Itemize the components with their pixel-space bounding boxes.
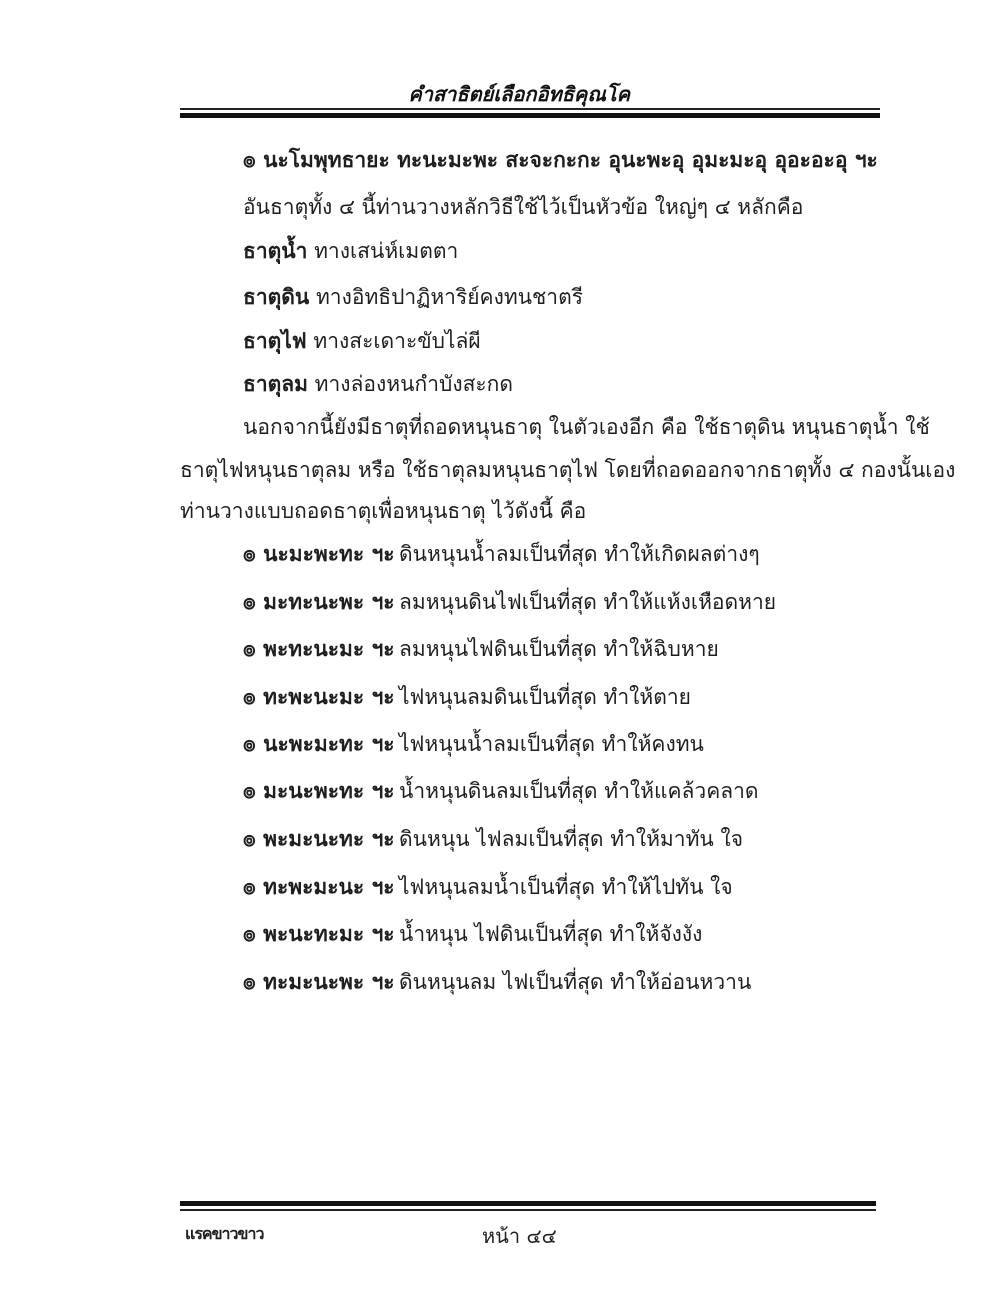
footer-rule-thick <box>180 1201 876 1206</box>
chant-mantra: ๏ มะนะพะทะ ฯะ <box>243 778 395 803</box>
paragraph-line-1: นอกจากนี้ยังมีธาตุที่ถอดหนุนธาตุ ในตัวเองอีก คือ ใช้ธาตุดิน หนุนธาตุน้ำ ใช้ <box>243 415 930 439</box>
chant-mantra: ๏ ทะพะนะมะ ฯะ <box>243 684 395 709</box>
header-rule-thin <box>180 108 880 110</box>
chant-effect: ไฟหนุนลมดินเป็นที่สุด ทำให้ตาย <box>399 685 691 709</box>
element-name: ธาตุดิน <box>243 284 310 309</box>
chant-effect: น้ำหนุนดินลมเป็นที่สุด ทำให้แคล้วคลาด <box>399 779 759 803</box>
page-header <box>180 70 880 118</box>
footer-publisher: แรคขาวขาว <box>185 1224 264 1243</box>
chant-mantra: ๏ ทะพะมะนะ ฯะ <box>243 874 395 899</box>
element-water <box>243 237 458 265</box>
chant-mantra: ๏ นะมะพะทะ ฯะ <box>243 541 395 566</box>
footer-rule-thin <box>180 1209 876 1211</box>
elements-intro: อันธาตุทั้ง ๔ นี้ท่านวางหลักวิธีใช้ไว้เป็นหัวข้อ ใหญ่ๆ ๔ หลักคือ <box>243 195 804 219</box>
paragraph-line-2: ธาตุไฟหนุนธาตุลม หรือ ใช้ธาตุลมหนุนธาตุไฟ โดยที่ถอดออกจากธาตุทั้ง ๔ กองนั้นเอง <box>180 458 956 482</box>
element-earth <box>243 283 583 311</box>
chant-effect: ลมหนุนไฟดินเป็นที่สุด ทำให้ฉิบหาย <box>399 637 719 661</box>
element-name: ธาตุไฟ <box>243 328 307 353</box>
header-title: คำสาธิตย์เลือกอิทธิคุณโค <box>408 82 630 106</box>
element-desc: ทางเสน่ห์เมตตา <box>314 239 459 263</box>
chant-effect: ดินหนุน ไฟลมเป็นที่สุด ทำให้มาทัน ใจ <box>399 827 743 851</box>
paragraph-line-3: ท่านวางแบบถอดธาตุเพื่อหนุนธาตุ ไว้ดังนี้ คือ <box>180 499 587 523</box>
opening-mantra: ๏ นะโมพุทธายะ ทะนะมะพะ สะจะกะกะ อุนะพะอุ อุมะมะอุ อุอะอะอุ ฯะ <box>243 147 878 172</box>
element-desc: ทางอิทธิปาฏิหาริย์คงทนชาตรี <box>315 285 584 309</box>
chant-mantra: ๏ พะนะทะมะ ฯะ <box>243 921 395 946</box>
element-desc: ทางล่องหนกำบังสะกด <box>314 372 514 396</box>
chant-mantra: ๏ พะทะนะมะ ฯะ <box>243 636 395 661</box>
chant-effect: ลมหนุนดินไฟเป็นที่สุด ทำให้แห้งเหือดหาย <box>399 590 777 614</box>
element-fire <box>243 327 481 355</box>
chant-effect: ไฟหนุนน้ำลมเป็นที่สุด ทำให้คงทน <box>399 732 704 756</box>
page-number: หน้า ๔๔ <box>482 1224 557 1248</box>
chant-mantra: ๏ ทะมะนะพะ ฯะ <box>243 969 395 994</box>
chant-effect: น้ำหนุน ไฟดินเป็นที่สุด ทำให้จังงัง <box>399 922 703 946</box>
chant-effect: ดินหนุนลม ไฟเป็นที่สุด ทำให้อ่อนหวาน <box>399 970 752 994</box>
chant-effect: ไฟหนุนลมน้ำเป็นที่สุด ทำให้ไปทัน ใจ <box>399 875 733 899</box>
chant-mantra: ๏ พะมะนะทะ ฯะ <box>243 826 395 851</box>
chant-mantra: ๏ มะทะนะพะ ฯะ <box>243 589 395 614</box>
element-name: ธาตุลม <box>243 371 308 396</box>
chant-effect: ดินหนุนน้ำลมเป็นที่สุด ทำให้เกิดผลต่างๆ <box>399 542 760 566</box>
header-rule-thick <box>180 113 880 118</box>
element-desc: ทางสะเดาะขับไล่ผี <box>313 329 481 353</box>
chant-mantra: ๏ นะพะมะทะ ฯะ <box>243 731 395 756</box>
element-name: ธาตุน้ำ <box>243 238 308 263</box>
element-wind <box>243 370 513 398</box>
